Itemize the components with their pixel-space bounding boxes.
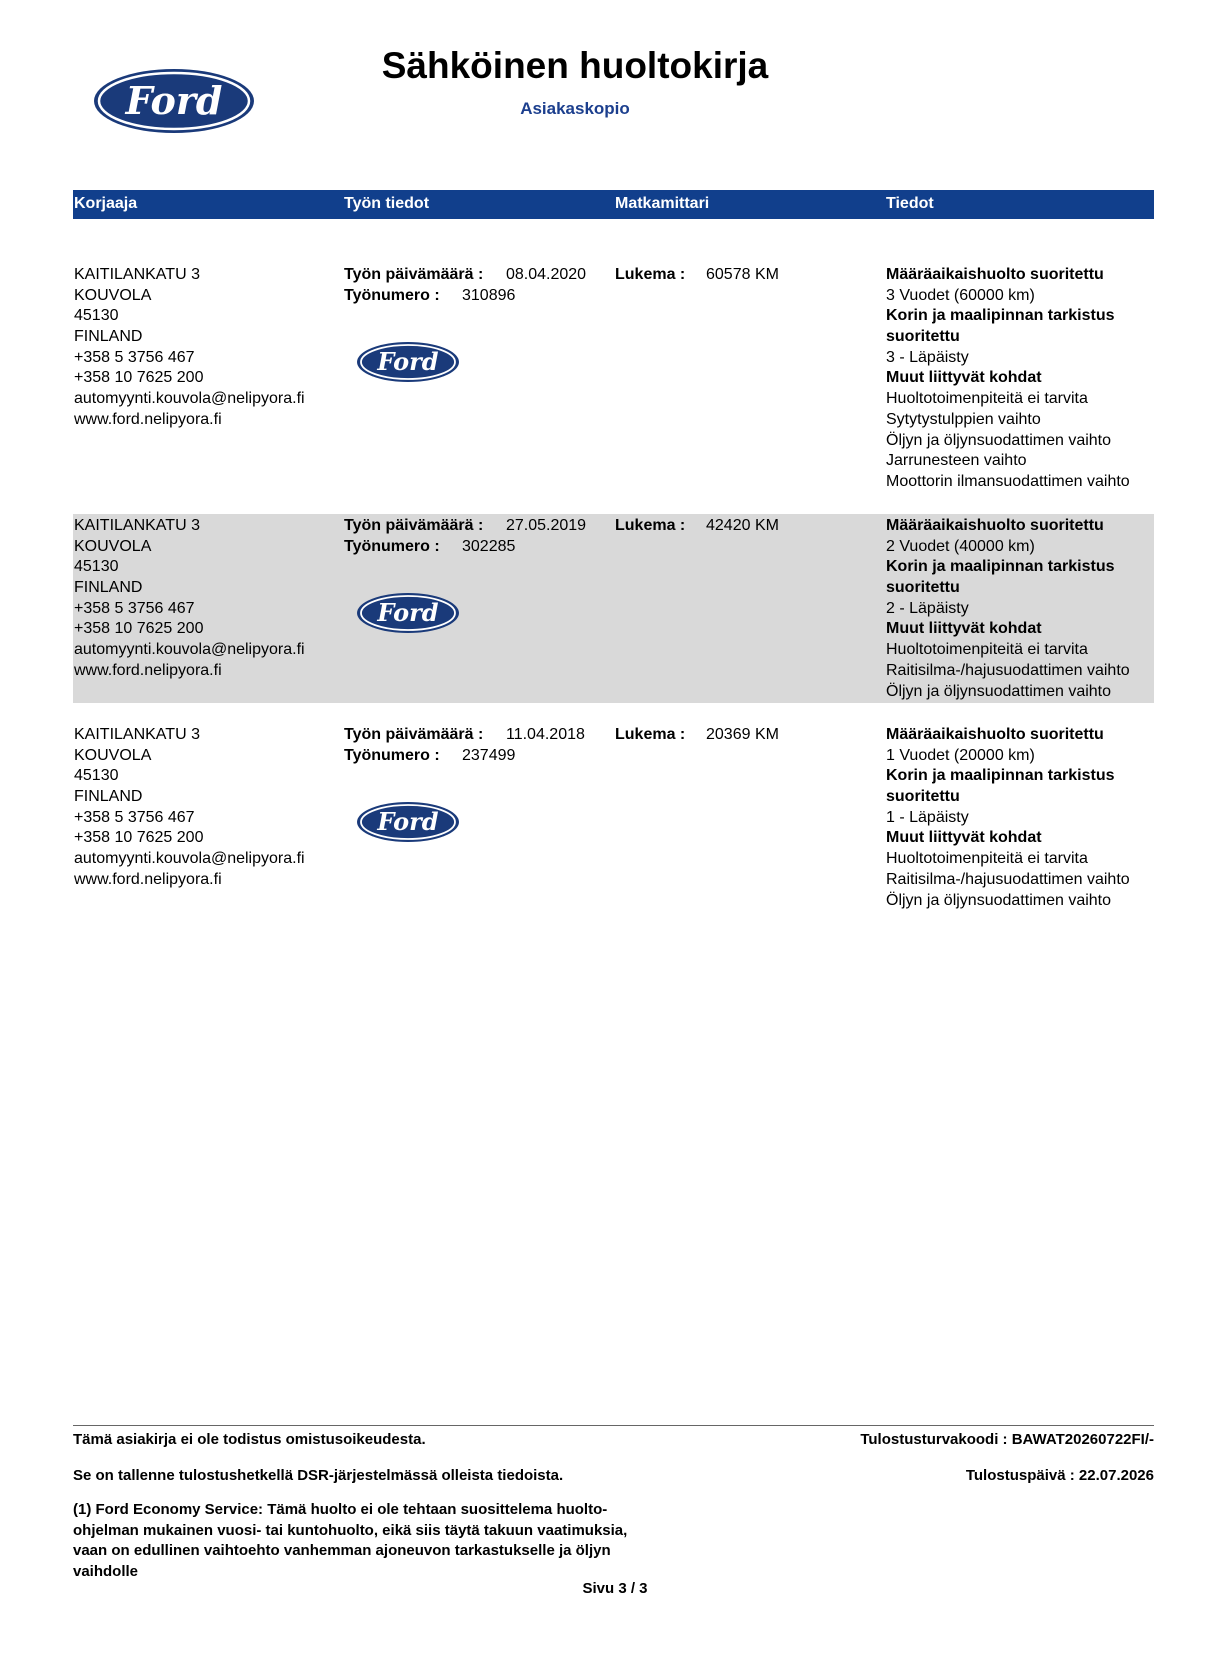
column-header-matkamittari: Matkamittari <box>615 195 710 212</box>
work-number-label: Työnumero : <box>344 286 440 304</box>
detail-heading: Korin ja maalipinnan tarkistus <box>886 767 1115 785</box>
odometer-label: Lukema : <box>615 726 686 743</box>
repairer-line: +358 5 3756 467 <box>74 348 195 366</box>
detail-item: Öljyn ja öljynsuodattimen vaihto <box>886 431 1112 449</box>
odometer-value: 42420 KM <box>706 517 779 534</box>
detail-item: Jarrunesteen vaihto <box>886 452 1027 470</box>
repairer-line: FINLAND <box>74 328 143 346</box>
detail-heading: Muut liittyvät kohdat <box>886 369 1042 387</box>
service-record <box>73 514 1154 703</box>
work-date-value: 08.04.2020 <box>506 266 587 283</box>
detail-item: 2 Vuodet (40000 km) <box>886 537 1035 555</box>
repairer-line: KAITILANKATU 3 <box>74 266 200 283</box>
work-number-label: Työnumero : <box>344 537 440 555</box>
detail-heading: Muut liittyvät kohdat <box>886 620 1042 638</box>
footer-divider <box>73 1425 1154 1426</box>
detail-item: Huoltotoimenpiteitä ei tarvita <box>886 641 1088 659</box>
work-number-label: Työnumero : <box>344 746 440 764</box>
service-details <box>886 265 1130 493</box>
detail-heading: Määräaikaishuolto suoritettu <box>886 266 1104 283</box>
ford-logo-small-text: Ford <box>377 598 439 627</box>
footer-print-date: Tulostuspäivä : 22.07.2026 <box>965 1467 1154 1484</box>
detail-heading: Korin ja maalipinnan tarkistus <box>886 307 1115 325</box>
detail-item: Raitisilma-/hajusuodattimen vaihto <box>886 870 1130 888</box>
repairer-line: 45130 <box>74 307 119 325</box>
repairer-line: automyynti.kouvola@nelipyora.fi <box>74 390 305 408</box>
work-number-value: 310896 <box>462 286 516 304</box>
document-title: Sähköinen huoltokirja <box>381 45 769 86</box>
detail-item: Öljyn ja öljynsuodattimen vaihto <box>886 682 1112 700</box>
repairer-line: www.ford.nelipyora.fi <box>74 870 222 888</box>
detail-item: Huoltotoimenpiteitä ei tarvita <box>886 390 1088 408</box>
ford-logo-text: Ford <box>125 78 223 123</box>
work-date-label: Työn päivämäärä : <box>344 726 484 743</box>
repairer-line: +358 10 7625 200 <box>74 369 204 387</box>
repairer-address <box>74 265 305 431</box>
ford-logo-small <box>356 592 460 634</box>
repairer-line: +358 10 7625 200 <box>74 829 204 847</box>
detail-item: Raitisilma-/hajusuodattimen vaihto <box>886 661 1130 679</box>
odometer-value: 20369 KM <box>706 726 779 743</box>
work-number-value: 237499 <box>462 746 516 764</box>
repairer-line: +358 5 3756 467 <box>74 599 195 617</box>
detail-heading: Määräaikaishuolto suoritettu <box>886 726 1104 743</box>
repairer-line: KAITILANKATU 3 <box>74 726 200 743</box>
table-header <box>73 190 1154 219</box>
repairer-line: KOUVOLA <box>74 537 152 555</box>
work-date-label: Työn päivämäärä : <box>344 266 484 283</box>
repairer-line: 45130 <box>74 767 119 785</box>
repairer-line: KOUVOLA <box>74 746 152 764</box>
repairer-line: automyynti.kouvola@nelipyora.fi <box>74 641 305 659</box>
repairer-line: +358 5 3756 467 <box>74 808 195 826</box>
odometer-label: Lukema : <box>615 266 686 283</box>
column-header-korjaaja: Korjaaja <box>74 195 138 212</box>
work-number-value: 302285 <box>462 537 516 555</box>
detail-item: 2 - Läpäisty <box>886 599 969 617</box>
ford-logo-small <box>356 341 460 383</box>
detail-heading: Korin ja maalipinnan tarkistus <box>886 558 1115 576</box>
detail-heading: suoritettu <box>886 579 960 597</box>
repairer-line: automyynti.kouvola@nelipyora.fi <box>74 850 305 868</box>
detail-item: 1 - Läpäisty <box>886 808 969 826</box>
repairer-line: www.ford.nelipyora.fi <box>74 661 222 679</box>
repairer-line: FINLAND <box>74 579 143 597</box>
service-record <box>73 723 1154 923</box>
work-date-value: 11.04.2018 <box>506 726 585 743</box>
footer-disclaimer-2: Se on tallenne tulostushetkellä DSR-järjestelmässä olleista tiedoista. <box>73 1467 564 1484</box>
repairer-line: +358 10 7625 200 <box>74 620 204 638</box>
page-number: Sivu 3 / 3 <box>582 1580 648 1597</box>
repairer-line: FINLAND <box>74 788 143 806</box>
repairer-line: 45130 <box>74 558 119 576</box>
repairer-line: KOUVOLA <box>74 286 152 304</box>
detail-item: Huoltotoimenpiteitä ei tarvita <box>886 850 1088 868</box>
service-details <box>886 516 1130 702</box>
repairer-address <box>74 725 305 891</box>
ford-logo-small-text: Ford <box>377 807 439 836</box>
column-header-tiedot: Tiedot <box>886 195 934 212</box>
repairer-address <box>74 516 305 682</box>
detail-item: 3 - Läpäisty <box>886 348 969 366</box>
repairer-line: www.ford.nelipyora.fi <box>74 410 222 428</box>
ford-logo <box>93 68 255 134</box>
detail-item: 3 Vuodet (60000 km) <box>886 286 1035 304</box>
footer-disclaimer-1: Tämä asiakirja ei ole todistus omistusoikeudesta. <box>73 1431 426 1448</box>
detail-item: 1 Vuodet (20000 km) <box>886 746 1035 764</box>
work-date-value: 27.05.2019 <box>506 517 587 534</box>
detail-heading: Määräaikaishuolto suoritettu <box>886 517 1104 534</box>
detail-heading: suoritettu <box>886 328 960 346</box>
odometer-value: 60578 KM <box>706 266 779 283</box>
footer-note: (1) Ford Economy Service: Tämä huolto ei ole tehtaan suosittelema huolto-ohjelman mukainen vuosi- tai kuntohuolto, eikä siis täytä takuun vaatimuksia, vaan on edullinen vaihtoehto vanhemman ajoneuvon tarkastukselle ja öljyn vaihdolle <box>73 1501 628 1580</box>
detail-heading: suoritettu <box>886 788 960 806</box>
service-details <box>886 725 1130 911</box>
footer-security-code: Tulostusturvakoodi : BAWAT20260722FI/- <box>860 1431 1154 1448</box>
ford-logo-small-text: Ford <box>377 347 439 376</box>
detail-heading: Muut liittyvät kohdat <box>886 829 1042 847</box>
ford-logo-small <box>356 801 460 843</box>
service-record <box>73 263 1154 493</box>
odometer-label: Lukema : <box>615 517 686 534</box>
detail-item: Öljyn ja öljynsuodattimen vaihto <box>886 891 1112 909</box>
detail-item: Moottorin ilmansuodattimen vaihto <box>886 472 1130 490</box>
repairer-line: KAITILANKATU 3 <box>74 517 200 534</box>
column-header-tyon-tiedot: Työn tiedot <box>344 195 430 212</box>
document-subtitle: Asiakaskopio <box>520 99 630 118</box>
work-date-label: Työn päivämäärä : <box>344 517 484 534</box>
detail-item: Sytytystulppien vaihto <box>886 410 1041 428</box>
